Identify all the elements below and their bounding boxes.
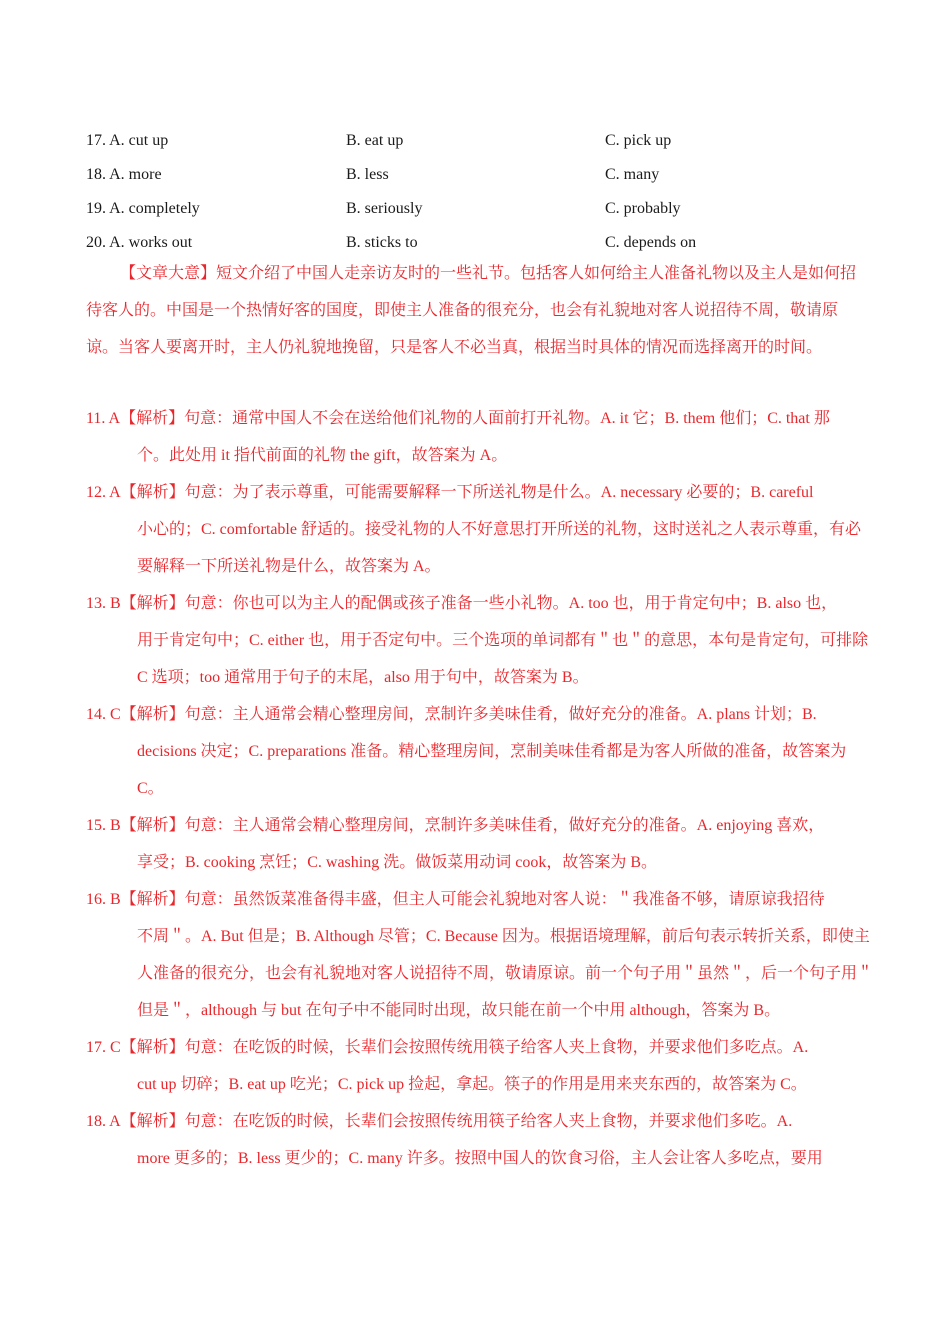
- analysis-first-line: 18. A【解析】句意：在吃饭的时候，长辈们会按照传统用筷子给客人夹上食物，并要求他们多吃。A.: [86, 1113, 793, 1130]
- analysis-item: [86, 807, 876, 881]
- option-row: [86, 192, 886, 226]
- analysis-continuation: 用于肯定句中；C. either 也，用于否定句中。三个选项的单词都有＂也＂的意思，本句是肯定句，可排除 C 选项；too 通常用于句子的末尾，also 用于句中，故答案为 B。: [137, 632, 869, 686]
- option-a: 17. A. cut up: [86, 132, 169, 149]
- analysis-continuation: 享受；B. cooking 烹饪；C. washing 洗。做饭菜用动词 cook，故答案为 B。: [137, 854, 657, 871]
- analysis-first-line: 13. B【解析】句意：你也可以为主人的配偶或孩子准备一些小礼物。A. too 也，用于肯定句中；B. also 也，: [86, 595, 838, 612]
- analysis-continuation: 个。此处用 it 指代前面的礼物 the gift，故答案为 A。: [137, 447, 508, 464]
- analysis-item: [86, 474, 876, 585]
- option-row: [86, 158, 886, 192]
- analysis-first-line: 12. A【解析】句意：为了表示尊重，可能需要解释一下所送礼物是什么。A. necessary 必要的；B. careful: [86, 484, 814, 501]
- option-c: C. many: [605, 166, 660, 183]
- analysis-first-line: 17. C【解析】句意：在吃饭的时候，长辈们会按照传统用筷子给客人夹上食物，并要求他们多吃点。A.: [86, 1039, 809, 1056]
- option-b: B. seriously: [346, 200, 423, 217]
- analysis-item: [86, 1103, 876, 1177]
- option-c: C. depends on: [605, 234, 697, 251]
- analysis-first-line: 11. A【解析】句意：通常中国人不会在送给他们礼物的人面前打开礼物。A. it 它；B. them 他们；C. that 那: [86, 410, 830, 427]
- analysis-first-line: 14. C【解析】句意：主人通常会精心整理房间，烹制许多美味佳肴，做好充分的准备。A. plans 计划；B.: [86, 706, 817, 723]
- option-c: C. pick up: [605, 132, 672, 149]
- analysis-item: [86, 696, 876, 807]
- article-summary: 【文章大意】短文介绍了中国人走亲访友时的一些礼节。包括客人如何给主人准备礼物以及主人是如何招待客人的。中国是一个热情好客的国度，即使主人准备的很充分，也会有礼貌地对客人说招待不周，敬请原谅。当客人要离开时，主人仍礼貌地挽留，只是客人不必当真，根据当时具体的情况而选择离开的时间。: [86, 265, 857, 356]
- option-row: [86, 124, 886, 158]
- analysis-item: [86, 400, 876, 474]
- analysis-item: [86, 1029, 876, 1103]
- option-a: 19. A. completely: [86, 200, 200, 217]
- analysis-item: [86, 585, 876, 696]
- answer-analysis: [86, 400, 876, 1177]
- option-b: B. eat up: [346, 132, 404, 149]
- analysis-continuation: cut up 切碎；B. eat up 吃光；C. pick up 捡起，拿起。筷子的作用是用来夹东西的，故答案为 C。: [137, 1076, 807, 1093]
- analysis-first-line: 16. B【解析】句意：虽然饭菜准备得丰盛，但主人可能会礼貌地对客人说：＂我准备不够，请原谅我招待: [86, 891, 825, 908]
- analysis-continuation: 小心的；C. comfortable 舒适的。接受礼物的人不好意思打开所送的礼物，这时送礼之人表示尊重，有必要解释一下所送礼物是什么，故答案为 A。: [137, 521, 861, 575]
- option-a: 18. A. more: [86, 166, 162, 183]
- option-a: 20. A. works out: [86, 234, 193, 251]
- option-b: B. sticks to: [346, 234, 418, 251]
- analysis-item: [86, 881, 876, 1029]
- option-c: C. probably: [605, 200, 681, 217]
- analysis-continuation: more 更多的；B. less 更少的；C. many 许多。按照中国人的饮食习俗，主人会让客人多吃点，要用: [137, 1150, 823, 1167]
- analysis-continuation: 不周＂。A. But 但是；B. Although 尽管；C. Because 因为。根据语境理解，前后句表示转折关系，即使主人准备的很充分，也会有礼貌地对客人说招待不周，敬请原谅。前一个句子用＂虽然＂，后一个句子用＂但是＂，although 与 but 在句子中不能同时出现，故只能在前一个中用 although，答案为 B。: [137, 928, 874, 1019]
- answer-options: [86, 124, 886, 260]
- analysis-continuation: decisions 决定；C. preparations 准备。精心整理房间，烹制美味佳肴都是为客人所做的准备，故答案为 C。: [137, 743, 847, 797]
- analysis-first-line: 15. B【解析】句意：主人通常会精心整理房间，烹制许多美味佳肴，做好充分的准备。A. enjoying 喜欢，: [86, 817, 825, 834]
- option-b: B. less: [346, 166, 389, 183]
